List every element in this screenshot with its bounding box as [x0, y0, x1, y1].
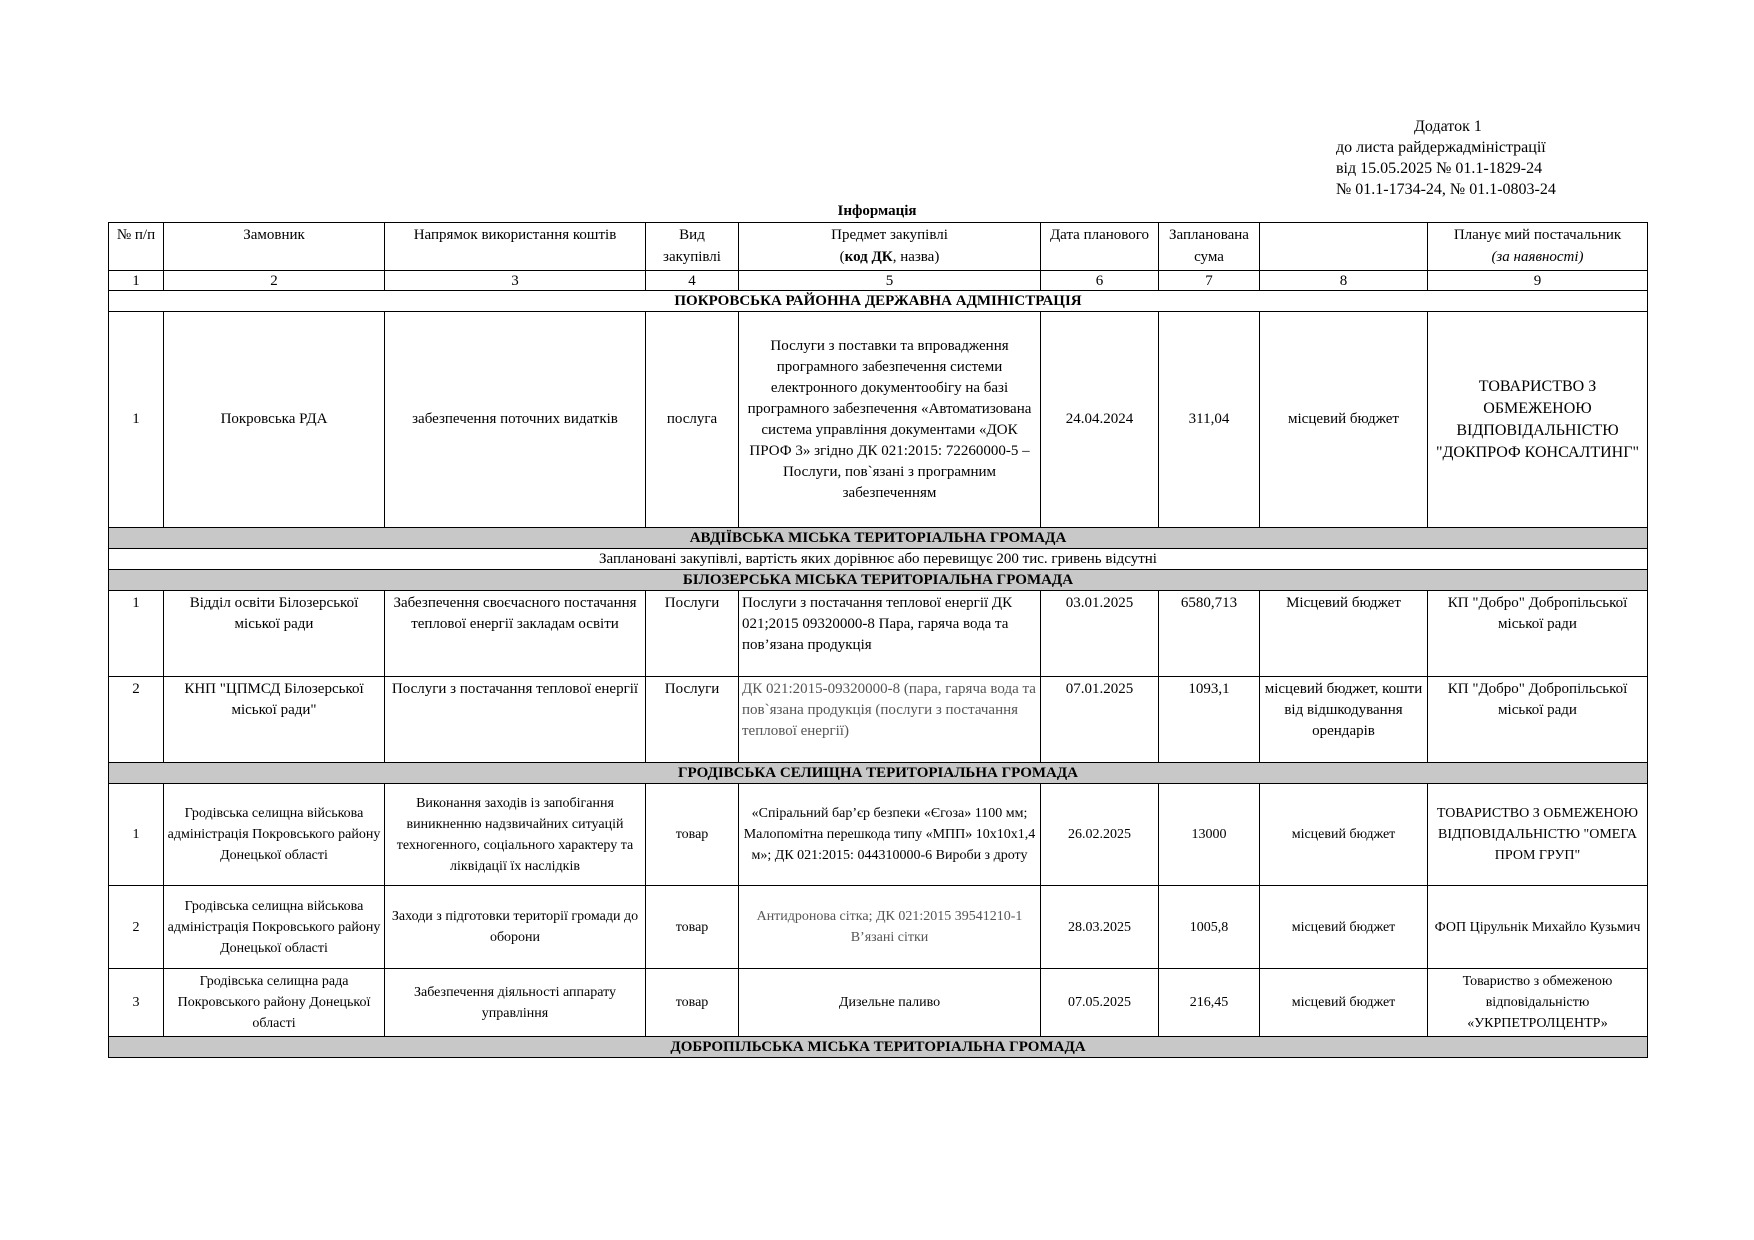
appendix-block	[1336, 116, 1556, 200]
cell-date: 28.03.2025	[1041, 886, 1159, 969]
cell-kind: послуга	[646, 312, 739, 528]
cell-subject: Антидронова сітка; ДК 021:2015 39541210-1 В’язані сітки	[739, 886, 1041, 969]
cell-customer: Покровська РДА	[164, 312, 385, 528]
cell-date: 07.01.2025	[1041, 677, 1159, 763]
column-number: 2	[164, 271, 385, 291]
cell-subject: Дизельне паливо	[739, 969, 1041, 1037]
column-number: 3	[385, 271, 646, 291]
section-row-pokrovsk	[109, 291, 1648, 312]
cell-subject: Послуги з поставки та впровадження програмного забезпечення системи електронного документообігу на базі програмного забезпечення «Автоматизована система управління документами «ДОК ПРОФ 3» згідно ДК 021:2015: 72260000-5 – Послуги, пов`язані з програмним забезпеченням	[739, 312, 1041, 528]
header-subject-code: код ДК	[844, 249, 893, 265]
cell-source: місцевий бюджет	[1260, 886, 1428, 969]
cell-date: 07.05.2025	[1041, 969, 1159, 1037]
header-subject-line1: Предмет закупівлі	[831, 227, 948, 243]
cell-subject: Послуги з постачання теплової енергії ДК 021;2015 09320000-8 Пара, гаряча вода та пов’язана продукція	[739, 591, 1041, 677]
column-number-row	[109, 271, 1648, 291]
header-subject-rest: , назва)	[892, 249, 940, 265]
cell-date: 24.04.2024	[1041, 312, 1159, 528]
procurement-table	[108, 222, 1648, 1058]
cell-customer: Гродівська селищна військова адміністрація Покровського району Донецької області	[164, 886, 385, 969]
table-row	[109, 677, 1648, 763]
cell-purpose: забезпечення поточних видатків	[385, 312, 646, 528]
table-row	[109, 969, 1648, 1037]
header-number: № п/п	[109, 223, 164, 271]
cell-source: місцевий бюджет	[1260, 784, 1428, 886]
cell-source: місцевий бюджет	[1260, 312, 1428, 528]
section-title: ДОБРОПІЛЬСЬКА МІСЬКА ТЕРИТОРІАЛЬНА ГРОМАДА	[109, 1037, 1648, 1058]
cell-kind: товар	[646, 784, 739, 886]
appendix-line-2: до листа райдержадміністрації	[1336, 139, 1546, 156]
table-row	[109, 886, 1648, 969]
cell-sum: 216,45	[1159, 969, 1260, 1037]
cell-sum: 1005,8	[1159, 886, 1260, 969]
cell-number: 2	[109, 886, 164, 969]
cell-customer: КНП "ЦПМСД Білозерської міської ради"	[164, 677, 385, 763]
cell-number: 1	[109, 312, 164, 528]
cell-supplier: Товариство з обмеженою відповідальністю «УКРПЕТРОЛЦЕНТР»	[1428, 969, 1648, 1037]
section-title: БІЛОЗЕРСЬКА МІСЬКА ТЕРИТОРІАЛЬНА ГРОМАДА	[109, 570, 1648, 591]
cell-kind: Послуги	[646, 677, 739, 763]
cell-customer: Гродівська селищна рада Покровського району Донецької області	[164, 969, 385, 1037]
section-row-grodivska	[109, 763, 1648, 784]
cell-kind: товар	[646, 886, 739, 969]
cell-supplier: ТОВАРИСТВО З ОБМЕЖЕНОЮ ВІДПОВІДАЛЬНІСТЮ "ДОКПРОФ КОНСАЛТИНГ"	[1428, 312, 1648, 528]
cell-sum: 1093,1	[1159, 677, 1260, 763]
header-row	[109, 223, 1648, 271]
column-number: 9	[1428, 271, 1648, 291]
appendix-line-1: Додаток 1	[1414, 118, 1482, 135]
column-number: 6	[1041, 271, 1159, 291]
table-row	[109, 784, 1648, 886]
cell-subject: «Спіральний бар’єр безпеки «Єгоза» 1100 мм; Малопомітна перешкода типу «МПП» 10х10х1,4 м»; ДК 021:2015: 044310000-6 Вироби з дроту	[739, 784, 1041, 886]
section-row-bilozerska	[109, 570, 1648, 591]
header-supplier	[1428, 223, 1648, 271]
appendix-line-3: від 15.05.2025 № 01.1-1829-24	[1336, 160, 1543, 177]
cell-supplier: КП "Добро" Добропільської міської ради	[1428, 591, 1648, 677]
header-sum: Запланована сума	[1159, 223, 1260, 271]
table-row	[109, 591, 1648, 677]
cell-purpose: Послуги з постачання теплової енергії	[385, 677, 646, 763]
cell-customer: Відділ освіти Білозерської міської ради	[164, 591, 385, 677]
notice-row	[109, 549, 1648, 570]
cell-source: Місцевий бюджет	[1260, 591, 1428, 677]
table-row	[109, 312, 1648, 528]
notice-text: Заплановані закупівлі, вартість яких дорівнює або перевищує 200 тис. гривень відсутні	[109, 549, 1648, 570]
header-customer: Замовник	[164, 223, 385, 271]
header-subject: Предмет закупівлі (код ДК, назва)	[739, 223, 1041, 271]
section-row-dobropilska	[109, 1037, 1648, 1058]
section-title: ГРОДІВСЬКА СЕЛИЩНА ТЕРИТОРІАЛЬНА ГРОМАДА	[109, 763, 1648, 784]
cell-sum: 13000	[1159, 784, 1260, 886]
cell-source: місцевий бюджет, кошти від відшкодування орендарів	[1260, 677, 1428, 763]
header-supplier-line1: Планує мий постачальник	[1453, 227, 1622, 243]
header-source	[1260, 223, 1428, 271]
section-row-avdiivka	[109, 528, 1648, 549]
appendix-line-4: № 01.1-1734-24, № 01.1-0803-24	[1336, 181, 1556, 198]
section-title: ПОКРОВСЬКА РАЙОННА ДЕРЖАВНА АДМІНІСТРАЦІЯ	[109, 291, 1648, 312]
cell-supplier: КП "Добро" Добропільської міської ради	[1428, 677, 1648, 763]
cell-date: 26.02.2025	[1041, 784, 1159, 886]
cell-sum: 6580,713	[1159, 591, 1260, 677]
cell-number: 2	[109, 677, 164, 763]
cell-source: місцевий бюджет	[1260, 969, 1428, 1037]
cell-date: 03.01.2025	[1041, 591, 1159, 677]
column-number: 4	[646, 271, 739, 291]
cell-supplier: ФОП Цірульнік Михайло Кузьмич	[1428, 886, 1648, 969]
cell-number: 1	[109, 591, 164, 677]
cell-kind: товар	[646, 969, 739, 1037]
column-number: 1	[109, 271, 164, 291]
cell-kind: Послуги	[646, 591, 739, 677]
cell-customer: Гродівська селищна військова адміністрація Покровського району Донецької області	[164, 784, 385, 886]
section-title: АВДІЇВСЬКА МІСЬКА ТЕРИТОРІАЛЬНА ГРОМАДА	[109, 528, 1648, 549]
column-number: 7	[1159, 271, 1260, 291]
header-kind: Вид закупівлі	[646, 223, 739, 271]
cell-sum: 311,04	[1159, 312, 1260, 528]
cell-purpose: Забезпечення діяльності аппарату управління	[385, 969, 646, 1037]
cell-number: 3	[109, 969, 164, 1037]
cell-supplier: ТОВАРИСТВО З ОБМЕЖЕНОЮ ВІДПОВІДАЛЬНІСТЮ "ОМЕГА ПРОМ ГРУП"	[1428, 784, 1648, 886]
header-date: Дата планового	[1041, 223, 1159, 271]
document-title: Інформація	[837, 203, 917, 219]
column-number: 5	[739, 271, 1041, 291]
cell-purpose: Виконання заходів із запобігання виникненню надзвичайних ситуацій техногенного, соціального характеру та ліквідації їх наслідків	[385, 784, 646, 886]
cell-subject: ДК 021:2015-09320000-8 (пара, гаряча вода та пов`язана продукція (послуги з постачання теплової енергії)	[739, 677, 1041, 763]
header-supplier-note: (за наявності)	[1491, 249, 1584, 265]
column-number: 8	[1260, 271, 1428, 291]
header-purpose: Напрямок використання коштів	[385, 223, 646, 271]
cell-number: 1	[109, 784, 164, 886]
cell-purpose: Заходи з підготовки території громади до оборони	[385, 886, 646, 969]
cell-purpose: Забезпечення своєчасного постачання теплової енергії закладам освіти	[385, 591, 646, 677]
